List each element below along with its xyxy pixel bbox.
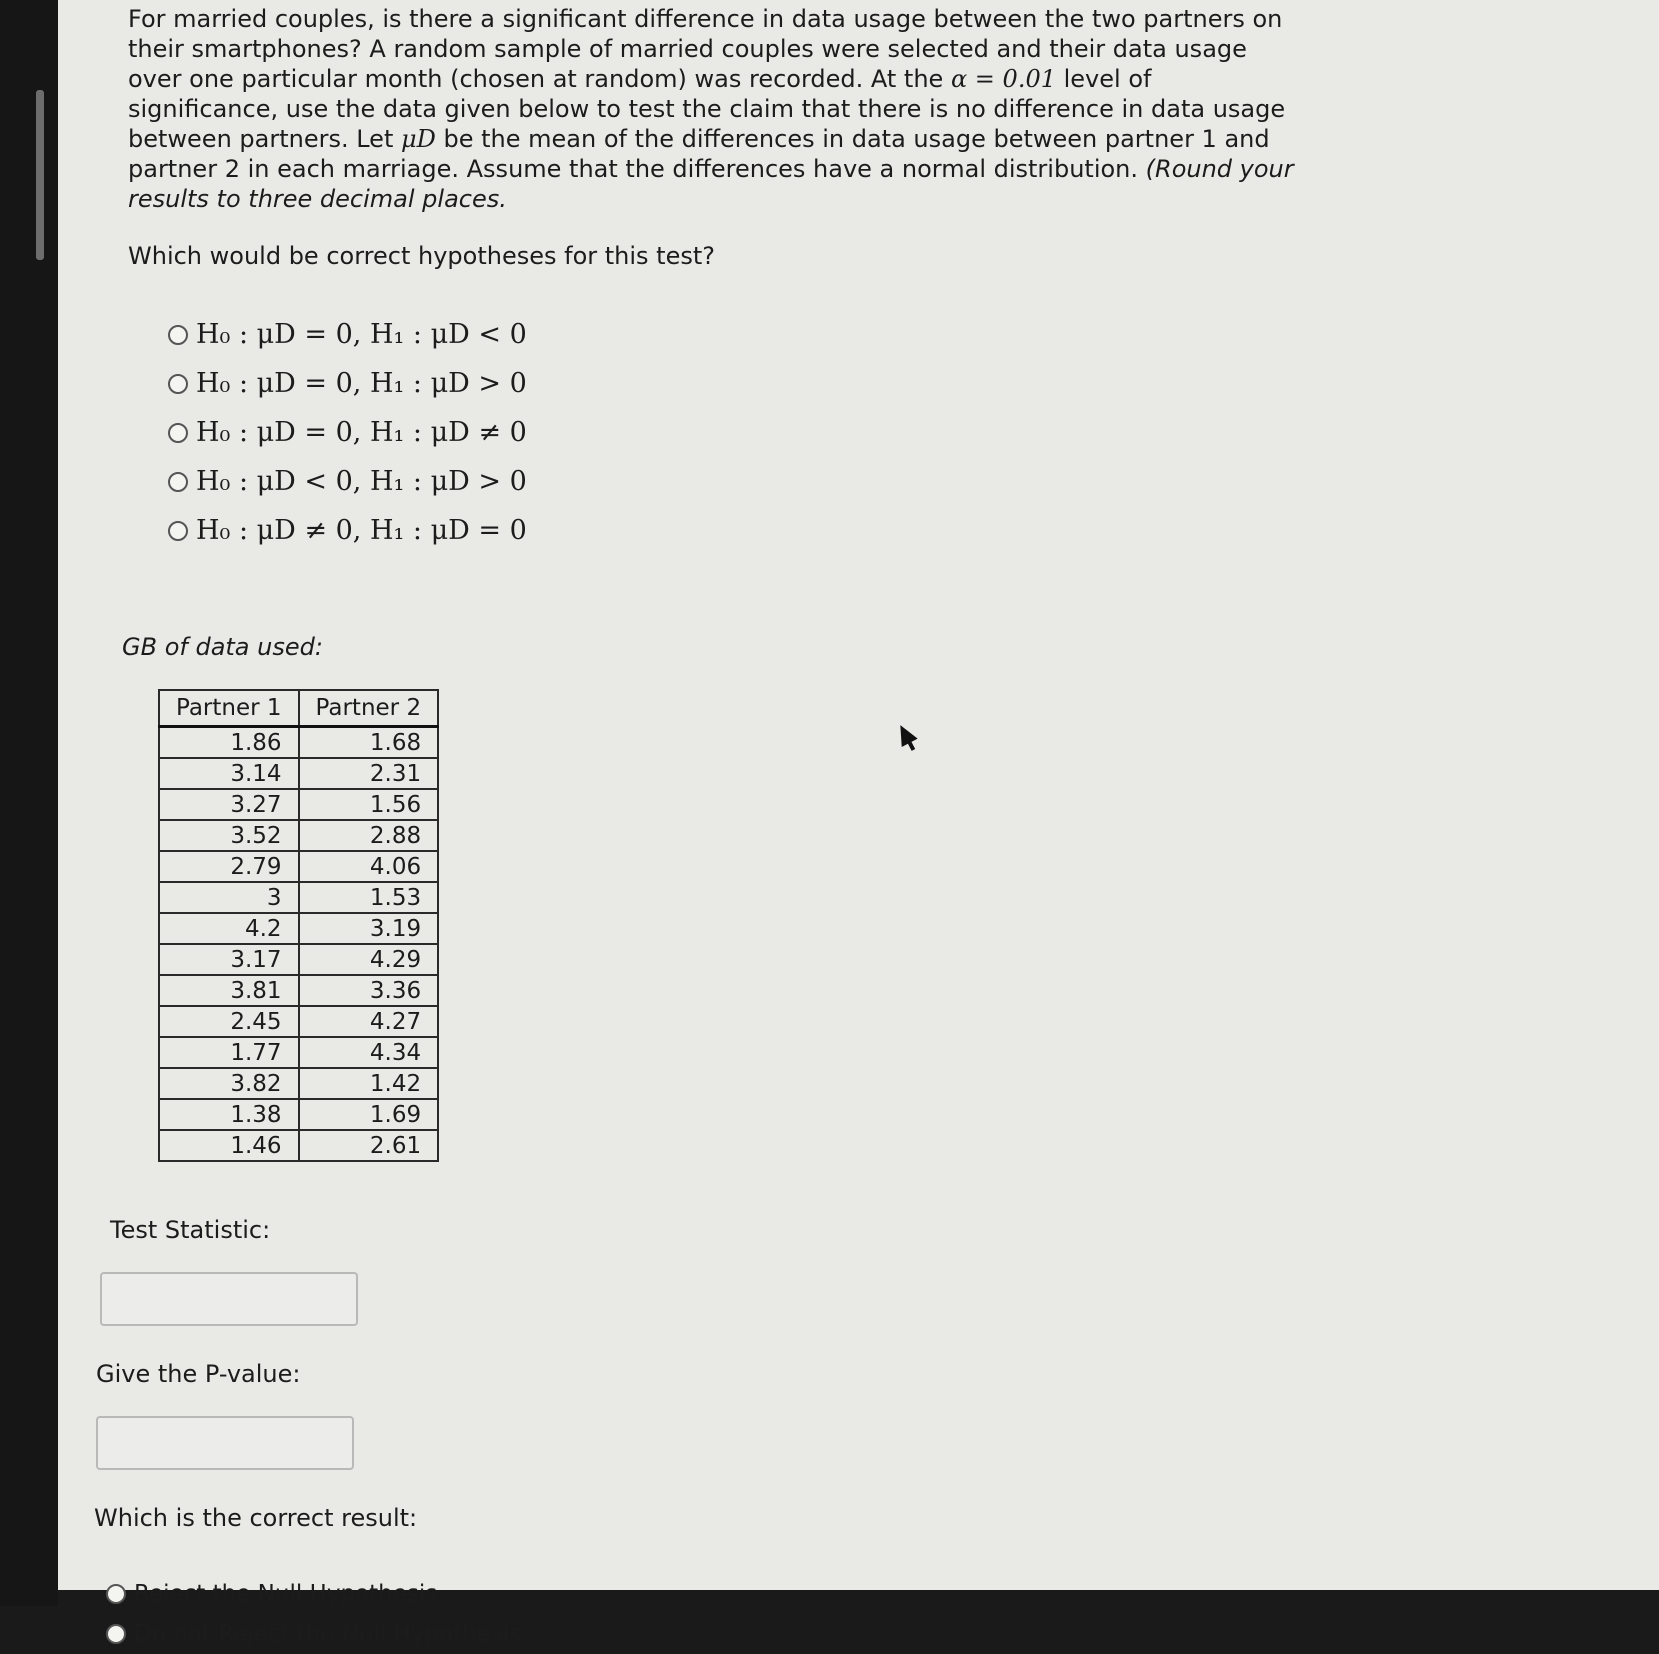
table-cell: 4.2 <box>159 913 299 944</box>
table-cell: 1.38 <box>159 1099 299 1130</box>
table-cell: 4.27 <box>299 1006 439 1037</box>
result-option-do-not-reject[interactable] <box>106 1614 1378 1654</box>
table-row <box>159 758 438 789</box>
table-cell: 2.31 <box>299 758 439 789</box>
result-option-reject[interactable] <box>106 1574 1378 1614</box>
table-cell: 2.45 <box>159 1006 299 1037</box>
hypothesis-label: H₀ : μD = 0, H₁ : μD < 0 <box>196 319 527 350</box>
table-cell: 3.82 <box>159 1068 299 1099</box>
column-header: Partner 1 <box>159 690 299 727</box>
table-cell: 1.42 <box>299 1068 439 1099</box>
table-cell: 3.17 <box>159 944 299 975</box>
table-row <box>159 1037 438 1068</box>
table-cell: 3.14 <box>159 758 299 789</box>
table-cell: 3.36 <box>299 975 439 1006</box>
screen <box>58 0 1659 1647</box>
hypothesis-label: H₀ : μD = 0, H₁ : μD > 0 <box>196 368 527 399</box>
radio-button-icon[interactable] <box>106 1584 126 1604</box>
test-statistic-input[interactable] <box>100 1272 358 1326</box>
table-row <box>159 727 438 759</box>
rounding-note: (Round your results to three decimal places. <box>128 155 1294 213</box>
radio-button-icon[interactable] <box>168 521 188 541</box>
table-row <box>159 1130 438 1161</box>
problem-end: be the mean of the differences in data usage between partner 1 and partner 2 in each marriage. Assume that the differences have a normal distribution. <box>128 125 1270 183</box>
table-cell: 3 <box>159 882 299 913</box>
table-cell: 4.06 <box>299 851 439 882</box>
monitor-bezel <box>0 0 58 1606</box>
mu-d-symbol: μD <box>401 125 436 153</box>
table-row <box>159 882 438 913</box>
result-label: Do not Reject the Null Hypothesis <box>134 1621 522 1647</box>
radio-button-icon[interactable] <box>168 472 188 492</box>
table-row <box>159 975 438 1006</box>
hypotheses-question: Which would be correct hypotheses for this test? <box>128 242 715 270</box>
table-cell: 3.19 <box>299 913 439 944</box>
table-row <box>159 1068 438 1099</box>
table-cell: 1.68 <box>299 727 439 759</box>
table-cell: 1.56 <box>299 789 439 820</box>
problem-statement <box>128 4 1308 214</box>
table-cell: 4.29 <box>299 944 439 975</box>
result-question: Which is the correct result: <box>94 1504 418 1532</box>
table-cell: 2.79 <box>159 851 299 882</box>
table-cell: 2.88 <box>299 820 439 851</box>
table-row <box>159 913 438 944</box>
hypotheses-options <box>168 310 1378 555</box>
p-value-label: Give the P-value: <box>96 1360 301 1388</box>
hypothesis-label: H₀ : μD ≠ 0, H₁ : μD = 0 <box>196 515 527 546</box>
table-row <box>159 1099 438 1130</box>
hypothesis-option-4[interactable] <box>168 457 1378 506</box>
table-cell: 3.52 <box>159 820 299 851</box>
question-content <box>94 4 1378 1654</box>
table-row <box>159 820 438 851</box>
table-row <box>159 789 438 820</box>
table-header-row <box>159 690 438 727</box>
table-cell: 1.77 <box>159 1037 299 1068</box>
problem-intro: For married couples, is there a significant difference in data usage between the two partners on their smartphones? A random sample of married couples were selected and their data usage over one particular month (chosen at random) was recorded. At the <box>128 5 1283 93</box>
table-cell: 3.27 <box>159 789 299 820</box>
hypothesis-option-2[interactable] <box>168 359 1378 408</box>
problem-middle: level of significance, use the data given below to test the claim that there is no difference in data usage between partners. Let <box>128 65 1286 153</box>
data-table-label: GB of data used: <box>122 633 323 661</box>
result-options <box>106 1574 1378 1654</box>
table-cell: 4.34 <box>299 1037 439 1068</box>
hypothesis-option-5[interactable] <box>168 506 1378 555</box>
table-cell: 1.53 <box>299 882 439 913</box>
column-header: Partner 2 <box>299 690 439 727</box>
bezel-highlight <box>36 90 44 260</box>
table-cell: 1.86 <box>159 727 299 759</box>
table-cell: 1.69 <box>299 1099 439 1130</box>
radio-button-icon[interactable] <box>106 1624 126 1644</box>
table-row <box>159 851 438 882</box>
alpha-value: α = 0.01 <box>950 65 1056 93</box>
result-label: Reject the Null Hypothesis <box>134 1581 438 1607</box>
table-row <box>159 1006 438 1037</box>
hypothesis-option-1[interactable] <box>168 310 1378 359</box>
test-statistic-label: Test Statistic: <box>110 1216 271 1244</box>
hypothesis-label: H₀ : μD < 0, H₁ : μD > 0 <box>196 466 527 497</box>
radio-button-icon[interactable] <box>168 423 188 443</box>
hypothesis-label: H₀ : μD = 0, H₁ : μD ≠ 0 <box>196 417 527 448</box>
hypothesis-option-3[interactable] <box>168 408 1378 457</box>
table-cell: 1.46 <box>159 1130 299 1161</box>
table-row <box>159 944 438 975</box>
table-cell: 3.81 <box>159 975 299 1006</box>
data-table <box>158 689 439 1162</box>
table-cell: 2.61 <box>299 1130 439 1161</box>
p-value-input[interactable] <box>96 1416 354 1470</box>
radio-button-icon[interactable] <box>168 374 188 394</box>
radio-button-icon[interactable] <box>168 325 188 345</box>
